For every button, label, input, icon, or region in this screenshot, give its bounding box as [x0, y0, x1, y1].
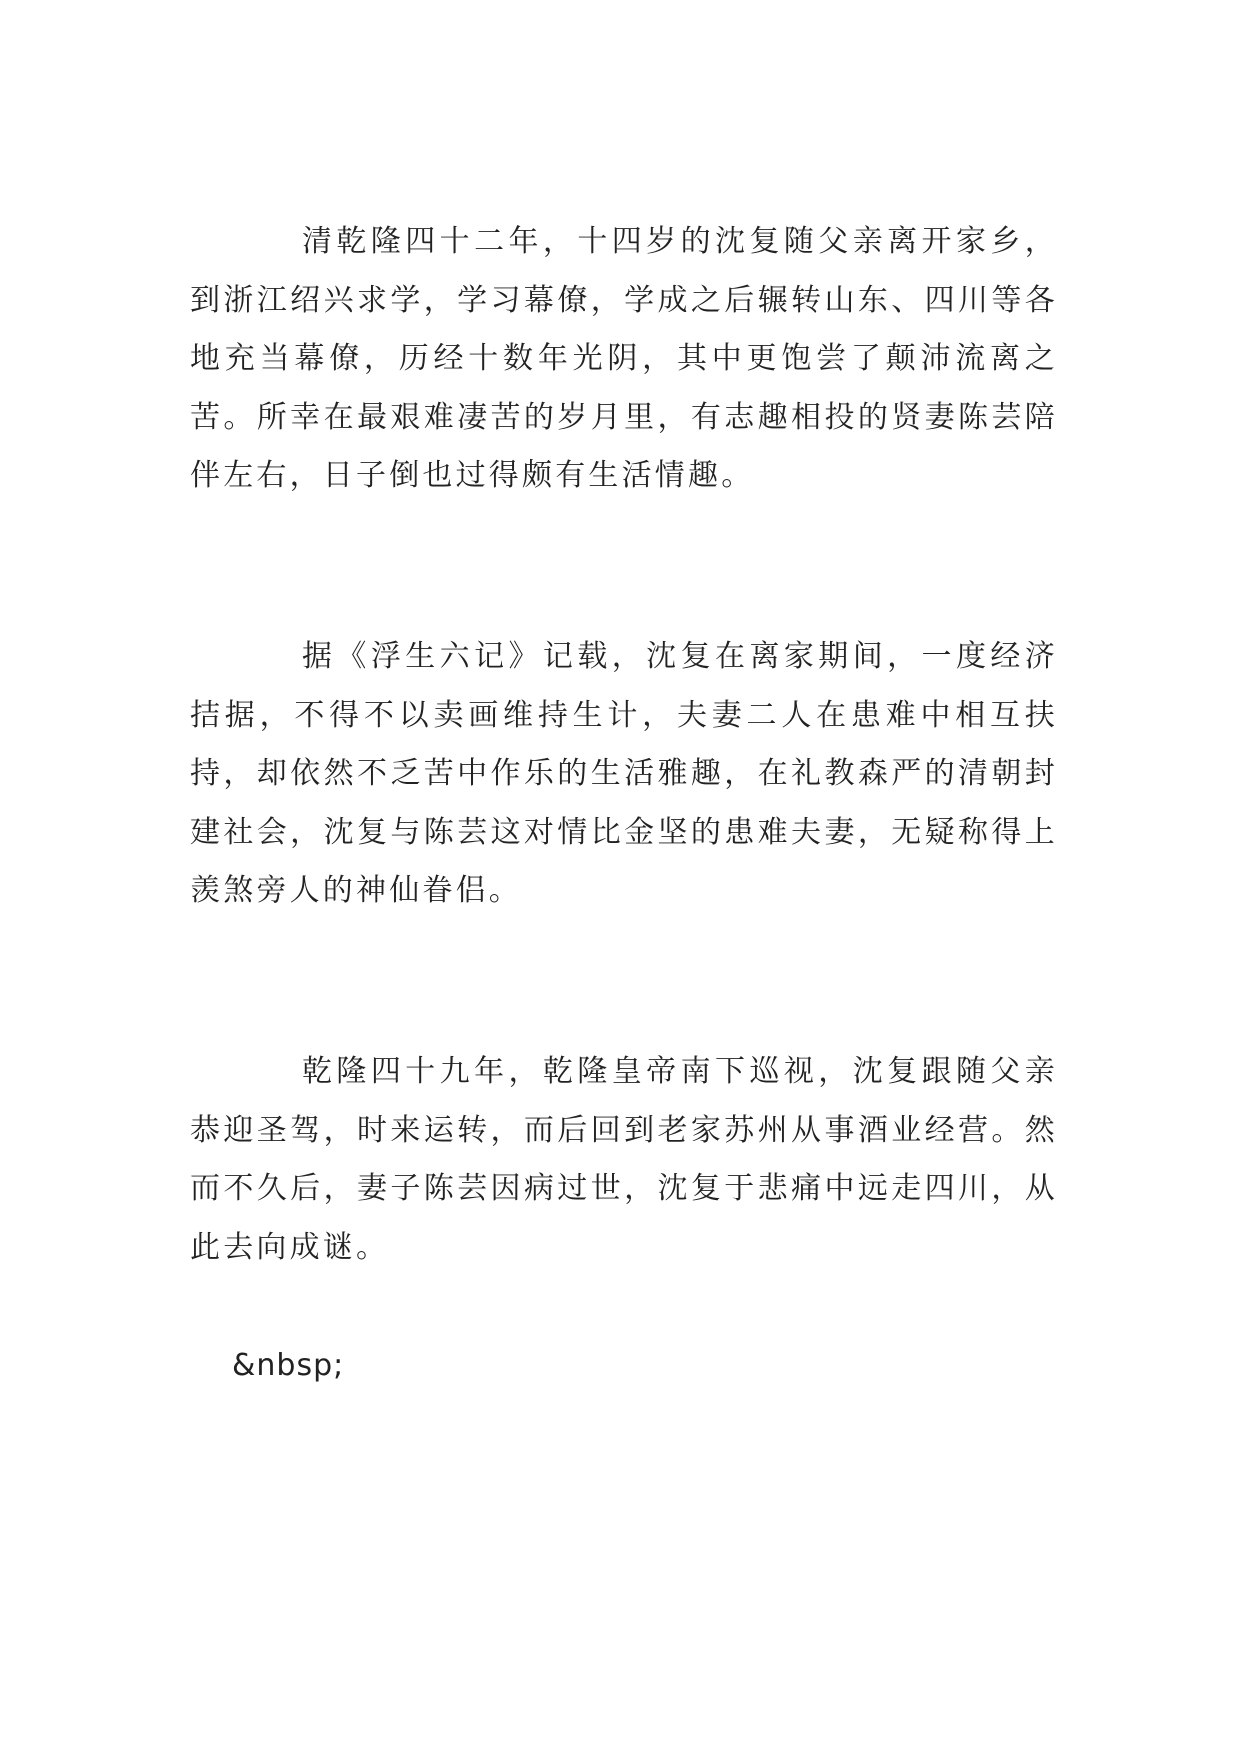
- trailing-nbsp-text: &nbsp;: [232, 1348, 345, 1383]
- paragraph-1: 清乾隆四十二年，十四岁的沈复随父亲离开家乡，到浙江绍兴求学，学习幕僚，学成之后辗转山东、四川等各地充当幕僚，历经十数年光阴，其中更饱尝了颠沛流离之苦。所幸在最艰难凄苦的岁月里，有志趣相投的贤妻陈芸陪伴左右，日子倒也过得颇有生活情趣。: [190, 224, 1058, 493]
- paragraph-2: 据《浮生六记》记载，沈复在离家期间，一度经济拮据，不得不以卖画维持生计，夫妻二人在患难中相互扶持，却依然不乏苦中作乐的生活雅趣，在礼教森严的清朝封建社会，沈复与陈芸这对情比金坚的患难夫妻，无疑称得上羡煞旁人的神仙眷侣。: [190, 639, 1058, 908]
- paragraph-3: 乾隆四十九年，乾隆皇帝南下巡视，沈复跟随父亲恭迎圣驾，时来运转，而后回到老家苏州从事酒业经营。然而不久后，妻子陈芸因病过世，沈复于悲痛中远走四川，从此去向成谜。: [190, 1054, 1058, 1265]
